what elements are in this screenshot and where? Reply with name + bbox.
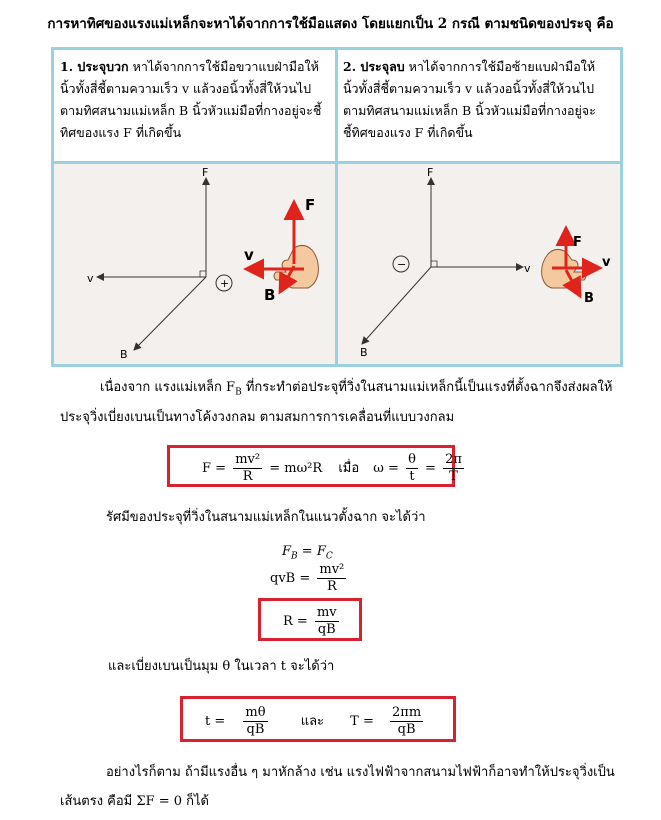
axis-b-label: B [360, 346, 368, 359]
eq1-frac2: $\frac{\theta}{t}$ [408, 452, 416, 484]
eq3-lhs: R = [283, 614, 308, 629]
eq1-omega: ω = [373, 461, 399, 476]
eq2-line1: $F_B = F_C$ [282, 544, 333, 562]
equation-box-radius [258, 598, 362, 641]
case-positive-line1: หาได้จากการใช้มือขวาแบฝ่ามือให้ [132, 59, 319, 74]
eq1-frac1: $\frac{\text{mv²}}{R}$ [235, 452, 261, 484]
hand-b-label: B [584, 291, 594, 306]
axis-v-label: v [87, 272, 94, 285]
paragraph-1-line1 [100, 375, 640, 406]
eq1-mid: = mω²R [269, 461, 323, 476]
case-positive-text [60, 56, 332, 144]
para1-text-b: ที่กระทำต่อประจุที่วิ่งในสนามแม่เหล็กนี้เป็นแรงที่ตั้งฉากจึงส่งผลให้ [245, 380, 613, 395]
case-negative-line1: หาได้จากการใช้มือซ้ายแบฝ่ามือให้ [408, 59, 596, 74]
hand-v-label: v [602, 255, 611, 270]
paragraph-4-line1: อย่างไรก็ตาม ถ้ามีแรงอื่น ๆ มาหักล้าง เช่น แรงไฟฟ้าจากสนามไฟฟ้าก็อาจทำให้ประจุวิ่งเป็น [106, 765, 615, 780]
axis-b-label: B [120, 348, 128, 361]
eq1-lhs: F = [202, 461, 227, 476]
case-negative-line2: นิ้วทั้งสี่ชี้ตามความเร็ว v แล้วงอนิ้วทั้งสี่ให้วนไป [343, 81, 595, 96]
para1-subscript: B [235, 387, 242, 398]
case-positive-heading: 1. ประจุบวก [60, 59, 129, 74]
eq4-T: T = [350, 714, 374, 729]
eq1-equals: = [425, 461, 436, 476]
paragraph-1-line2: ประจุวิ่งเบี่ยงเบนเป็นทางโค้งวงกลม ตามสมการการเคลื่อนที่แบบวงกลม [60, 410, 455, 425]
right-hand-icon [274, 245, 318, 288]
eq2-line2: qvB = $\frac{\text{mv²}}{R}$ [270, 562, 345, 594]
hand-f-label: F [305, 196, 316, 214]
case-positive-line4: ทิศของแรง F ที่เกิดขึ้น [60, 125, 182, 140]
diagram-negative [338, 164, 620, 364]
positive-charge-symbol: + [220, 277, 230, 290]
negative-charge-symbol: − [397, 258, 407, 271]
case-positive-line3: ตามทิศสนามแม่เหล็ก B นิ้วหัวแม่มือที่กางอยู่จะชี้ [60, 103, 322, 118]
eq4-frac1: $\frac{m\theta}{qB}$ [245, 705, 266, 737]
paragraph-2: รัศมีของประจุที่วิ่งในสนามแม่เหล็กในแนวตั้งฉาก จะได้ว่า [106, 510, 426, 525]
hand-f-label: F [573, 235, 582, 250]
case-negative-heading: 2. ประจุลบ [343, 59, 405, 74]
case-negative-line4: ชี้ทิศของแรง F ที่เกิดขึ้น [343, 125, 473, 140]
case-negative-text [343, 56, 619, 144]
eq1-frac3: $\frac{2\pi}{T}$ [445, 452, 462, 484]
eq4-and: และ [300, 714, 325, 729]
eq4-t: t = [205, 714, 226, 729]
page-title: การหาทิศของแรงแม่เหล็กจะหาได้จากการใช้มือแสดง โดยแยกเป็น 2 กรณี ตามชนิดของประจุ คือ [47, 16, 614, 32]
axis-v-label: v [524, 262, 531, 275]
axis-f-label: F [202, 166, 209, 179]
paragraph-3: และเบี่ยงเบนเป็นมุม θ ในเวลา t จะได้ว่า [108, 659, 335, 674]
para1-text-a: เนื่องจาก แรงแม่เหล็ก F [100, 380, 236, 395]
equation-box-circular [167, 445, 462, 487]
equation-box-period [180, 696, 456, 742]
hand-v-label: v [244, 246, 254, 264]
eq4-frac2: $\frac{2\pi m}{qB}$ [392, 705, 422, 737]
case-negative-line3: ตามทิศสนามแม่เหล็ก B นิ้วหัวแม่มือที่กางอยู่จะ [343, 103, 596, 118]
axis-f-label: F [427, 166, 434, 179]
paragraph-4-line2: เส้นตรง คือมี ΣF = 0 ก็ได้ [60, 794, 209, 809]
diagram-positive [54, 164, 335, 364]
hand-b-label: B [264, 286, 276, 304]
case-positive-line2: นิ้วทั้งสี่ชี้ตามความเร็ว v แล้วงอนิ้วทั้งสี่ให้วนไป [60, 81, 312, 96]
eq1-when: เมื่อ [338, 461, 360, 476]
eq3-frac: $\frac{mv}{qB}$ [316, 605, 337, 637]
